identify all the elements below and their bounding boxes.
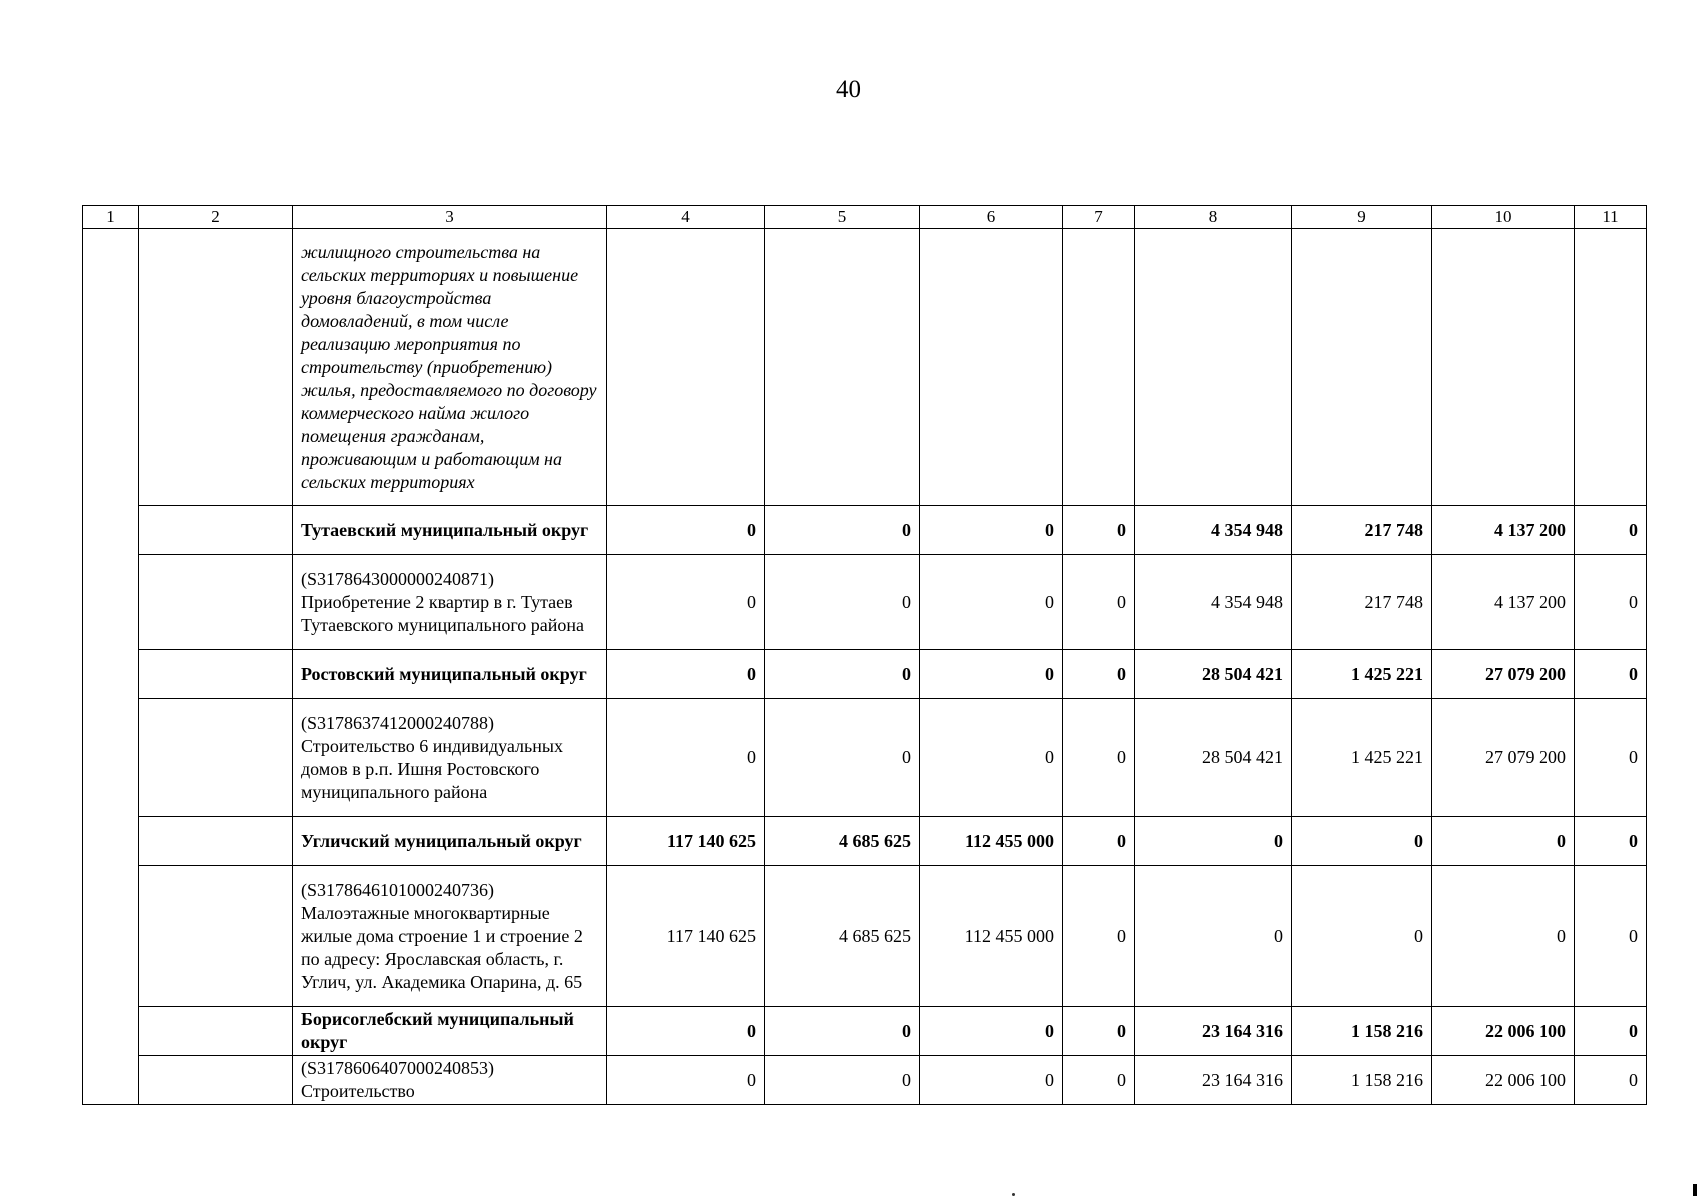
column-2-cell xyxy=(139,1056,293,1105)
value-cell: 0 xyxy=(1575,817,1647,866)
value-cell: 0 xyxy=(607,699,765,817)
column-2-cell xyxy=(139,650,293,699)
value-cell: 27 079 200 xyxy=(1432,699,1575,817)
value-cell: 0 xyxy=(765,1056,920,1105)
column-2-cell xyxy=(139,866,293,1007)
empty-cell xyxy=(607,229,765,506)
district-name: Борисоглебский муниципальный округ xyxy=(293,1007,607,1056)
value-cell: 0 xyxy=(607,1056,765,1105)
district-total-row xyxy=(83,506,1647,555)
column-number-row xyxy=(83,206,1647,229)
column-2-cell xyxy=(139,506,293,555)
value-cell: 0 xyxy=(607,555,765,650)
value-cell: 1 425 221 xyxy=(1292,699,1432,817)
budget-table xyxy=(82,205,1647,1105)
empty-cell xyxy=(1292,229,1432,506)
value-cell: 217 748 xyxy=(1292,555,1432,650)
value-cell: 0 xyxy=(607,1007,765,1056)
column-number: 5 xyxy=(765,206,920,229)
value-cell: 0 xyxy=(1432,817,1575,866)
value-cell: 0 xyxy=(607,506,765,555)
district-name: Угличский муниципальный округ xyxy=(293,817,607,866)
value-cell: 1 158 216 xyxy=(1292,1007,1432,1056)
empty-cell xyxy=(1432,229,1575,506)
value-cell: 0 xyxy=(765,555,920,650)
value-cell: 28 504 421 xyxy=(1135,699,1292,817)
value-cell: 217 748 xyxy=(1292,506,1432,555)
value-cell: 0 xyxy=(1292,817,1432,866)
continuation-row xyxy=(83,229,1647,506)
column-2-cell xyxy=(139,817,293,866)
project-name: (S3178643000000240871) Приобретение 2 квартир в г. Тутаев Тутаевского муниципального района xyxy=(293,555,607,650)
value-cell: 0 xyxy=(1063,699,1135,817)
value-cell: 27 079 200 xyxy=(1432,650,1575,699)
project-name: (S3178606407000240853) Строительство xyxy=(293,1056,607,1105)
project-name: (S3178637412000240788) Строительство 6 индивидуальных домов в р.п. Ишня Ростовского муниципального района xyxy=(293,699,607,817)
value-cell: 0 xyxy=(1063,1007,1135,1056)
value-cell: 0 xyxy=(1575,1056,1647,1105)
value-cell: 0 xyxy=(1292,866,1432,1007)
column-number: 10 xyxy=(1432,206,1575,229)
value-cell: 4 685 625 xyxy=(765,817,920,866)
value-cell: 0 xyxy=(1063,817,1135,866)
column-number: 11 xyxy=(1575,206,1647,229)
district-total-row xyxy=(83,1007,1647,1056)
value-cell: 117 140 625 xyxy=(607,866,765,1007)
empty-cell xyxy=(1135,229,1292,506)
project-row xyxy=(83,555,1647,650)
value-cell: 112 455 000 xyxy=(920,866,1063,1007)
value-cell: 0 xyxy=(1575,650,1647,699)
value-cell: 0 xyxy=(765,1007,920,1056)
continuation-text: жилищного строительства на сельских территориях и повышение уровня благоустройства домовладений, в том числе реализацию мероприятия по строительству (приобретению) жилья, предоставляемого по договору коммерческого найма жилого помещения гражданам, проживающим и работающим на сельских территориях xyxy=(293,229,607,506)
value-cell: 4 354 948 xyxy=(1135,506,1292,555)
value-cell: 23 164 316 xyxy=(1135,1007,1292,1056)
empty-cell xyxy=(920,229,1063,506)
value-cell: 0 xyxy=(920,1007,1063,1056)
project-row xyxy=(83,699,1647,817)
value-cell: 0 xyxy=(1063,866,1135,1007)
column-number: 7 xyxy=(1063,206,1135,229)
column-number: 8 xyxy=(1135,206,1292,229)
district-name: Ростовский муниципальный округ xyxy=(293,650,607,699)
project-name: (S3178646101000240736) Малоэтажные многоквартирные жилые дома строение 1 и строение 2 по адресу: Ярославская область, г. Углич, ул. Академика Опарина, д. 65 xyxy=(293,866,607,1007)
scan-edge-mark xyxy=(1693,1184,1697,1196)
scan-speck xyxy=(1012,1193,1015,1196)
project-row xyxy=(83,866,1647,1007)
column-number: 9 xyxy=(1292,206,1432,229)
value-cell: 28 504 421 xyxy=(1135,650,1292,699)
value-cell: 112 455 000 xyxy=(920,817,1063,866)
value-cell: 4 137 200 xyxy=(1432,555,1575,650)
district-total-row xyxy=(83,650,1647,699)
value-cell: 0 xyxy=(1575,506,1647,555)
value-cell: 0 xyxy=(1135,817,1292,866)
district-total-row xyxy=(83,817,1647,866)
value-cell: 0 xyxy=(920,699,1063,817)
value-cell: 0 xyxy=(920,506,1063,555)
value-cell: 0 xyxy=(1063,1056,1135,1105)
value-cell: 23 164 316 xyxy=(1135,1056,1292,1105)
page-number: 40 xyxy=(836,76,861,103)
column-1-cell xyxy=(83,229,139,1105)
value-cell: 0 xyxy=(1575,699,1647,817)
value-cell: 0 xyxy=(607,650,765,699)
value-cell: 4 354 948 xyxy=(1135,555,1292,650)
column-number: 2 xyxy=(139,206,293,229)
value-cell: 0 xyxy=(1575,555,1647,650)
value-cell: 22 006 100 xyxy=(1432,1056,1575,1105)
value-cell: 0 xyxy=(765,699,920,817)
empty-cell xyxy=(765,229,920,506)
column-number: 4 xyxy=(607,206,765,229)
value-cell: 22 006 100 xyxy=(1432,1007,1575,1056)
value-cell: 0 xyxy=(1063,506,1135,555)
column-2-cell xyxy=(139,229,293,506)
value-cell: 0 xyxy=(1432,866,1575,1007)
value-cell: 0 xyxy=(1575,866,1647,1007)
value-cell: 0 xyxy=(920,1056,1063,1105)
value-cell: 0 xyxy=(1063,650,1135,699)
column-number: 6 xyxy=(920,206,1063,229)
empty-cell xyxy=(1575,229,1647,506)
value-cell: 117 140 625 xyxy=(607,817,765,866)
value-cell: 0 xyxy=(920,555,1063,650)
column-number: 1 xyxy=(83,206,139,229)
value-cell: 0 xyxy=(765,506,920,555)
column-2-cell xyxy=(139,555,293,650)
column-2-cell xyxy=(139,699,293,817)
value-cell: 1 425 221 xyxy=(1292,650,1432,699)
value-cell: 0 xyxy=(920,650,1063,699)
value-cell: 0 xyxy=(1575,1007,1647,1056)
column-number: 3 xyxy=(293,206,607,229)
value-cell: 0 xyxy=(765,650,920,699)
value-cell: 0 xyxy=(1063,555,1135,650)
value-cell: 4 685 625 xyxy=(765,866,920,1007)
value-cell: 0 xyxy=(1135,866,1292,1007)
project-row xyxy=(83,1056,1647,1105)
empty-cell xyxy=(1063,229,1135,506)
value-cell: 1 158 216 xyxy=(1292,1056,1432,1105)
district-name: Тутаевский муниципальный округ xyxy=(293,506,607,555)
column-2-cell xyxy=(139,1007,293,1056)
value-cell: 4 137 200 xyxy=(1432,506,1575,555)
